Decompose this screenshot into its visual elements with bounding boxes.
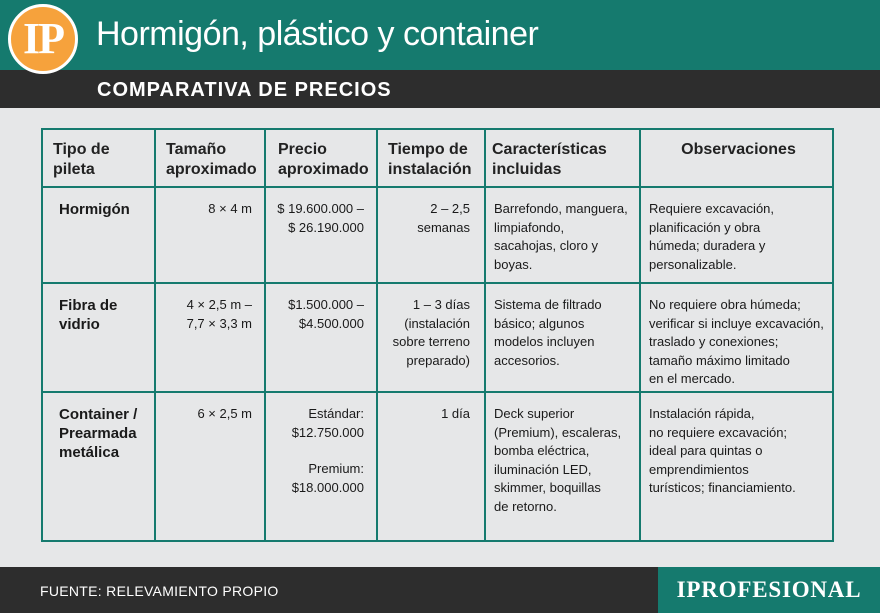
cell-tiempo: 1 día <box>377 392 485 541</box>
header-tamano: Tamaño aproximado <box>155 129 265 187</box>
header-caracteristicas: Características incluidas <box>485 129 640 187</box>
row-name-fibra-de-vidrio: Fibra de vidrio <box>42 283 155 392</box>
cell-observaciones: No requiere obra húmeda; verificar si incluye excavación, traslado y conexiones; tamaño máximo limitado en el mercado. <box>640 283 833 392</box>
row-name-container: Container / Prearmada metálica <box>42 392 155 541</box>
header-observaciones: Observaciones <box>640 129 833 187</box>
cell-precio: $ 19.600.000 – $ 26.190.000 <box>265 187 377 283</box>
cell-precio <box>265 392 377 541</box>
cell-precio: $1.500.000 – $4.500.000 <box>265 283 377 392</box>
ip-logo <box>8 4 78 74</box>
table-row <box>42 283 833 392</box>
cell-tamano: 6 × 2,5 m <box>155 392 265 541</box>
ip-logo-text: IP <box>23 14 63 63</box>
header-precio: Precio aproximado <box>265 129 377 187</box>
brand-logo <box>658 567 880 613</box>
row-name-hormigon: Hormigón <box>42 187 155 283</box>
price-premium-value: $18.000.000 <box>291 479 364 495</box>
price-standard-label: Estándar: <box>308 406 364 421</box>
header-bar <box>0 0 880 70</box>
cell-tamano: 8 × 4 m <box>155 187 265 283</box>
header-tipo: Tipo de pileta <box>42 129 155 187</box>
cell-observaciones: Requiere excavación, planificación y obra húmeda; duradera y personalizable. <box>640 187 833 283</box>
cell-caracteristicas: Deck superior (Premium), escaleras, bomba eléctrica, iluminación LED, skimmer, boquillas de retorno. <box>485 392 640 541</box>
subheader-bar <box>0 70 880 108</box>
header-tiempo: Tiempo de instalación <box>377 129 485 187</box>
cell-tiempo: 1 – 3 días (instalación sobre terreno preparado) <box>377 283 485 392</box>
cell-caracteristicas: Barrefondo, manguera, limpiafondo, sacahojas, cloro y boyas. <box>485 187 640 283</box>
footer-bar <box>0 567 880 613</box>
table-row <box>42 187 833 283</box>
price-comparison-table <box>41 128 834 542</box>
price-premium-label: Premium: <box>308 461 364 476</box>
page-subtitle: COMPARATIVA DE PRECIOS <box>97 79 392 101</box>
table-header-row <box>42 129 833 187</box>
table-row <box>42 392 833 541</box>
cell-tamano: 4 × 2,5 m – 7,7 × 3,3 m <box>155 283 265 392</box>
page-title: Hormigón, plástico y container <box>96 15 539 53</box>
price-standard-value: $12.750.000 <box>291 424 364 440</box>
brand-logo-text: IPROFESIONAL <box>676 577 862 602</box>
cell-observaciones: Instalación rápida, no requiere excavación; ideal para quintas o emprendimientos turísticos; financiamiento. <box>640 392 833 541</box>
cell-caracteristicas: Sistema de filtrado básico; algunos modelos incluyen accesorios. <box>485 283 640 392</box>
source-note: FUENTE: RELEVAMIENTO PROPIO <box>40 583 279 599</box>
cell-tiempo: 2 – 2,5 semanas <box>377 187 485 283</box>
